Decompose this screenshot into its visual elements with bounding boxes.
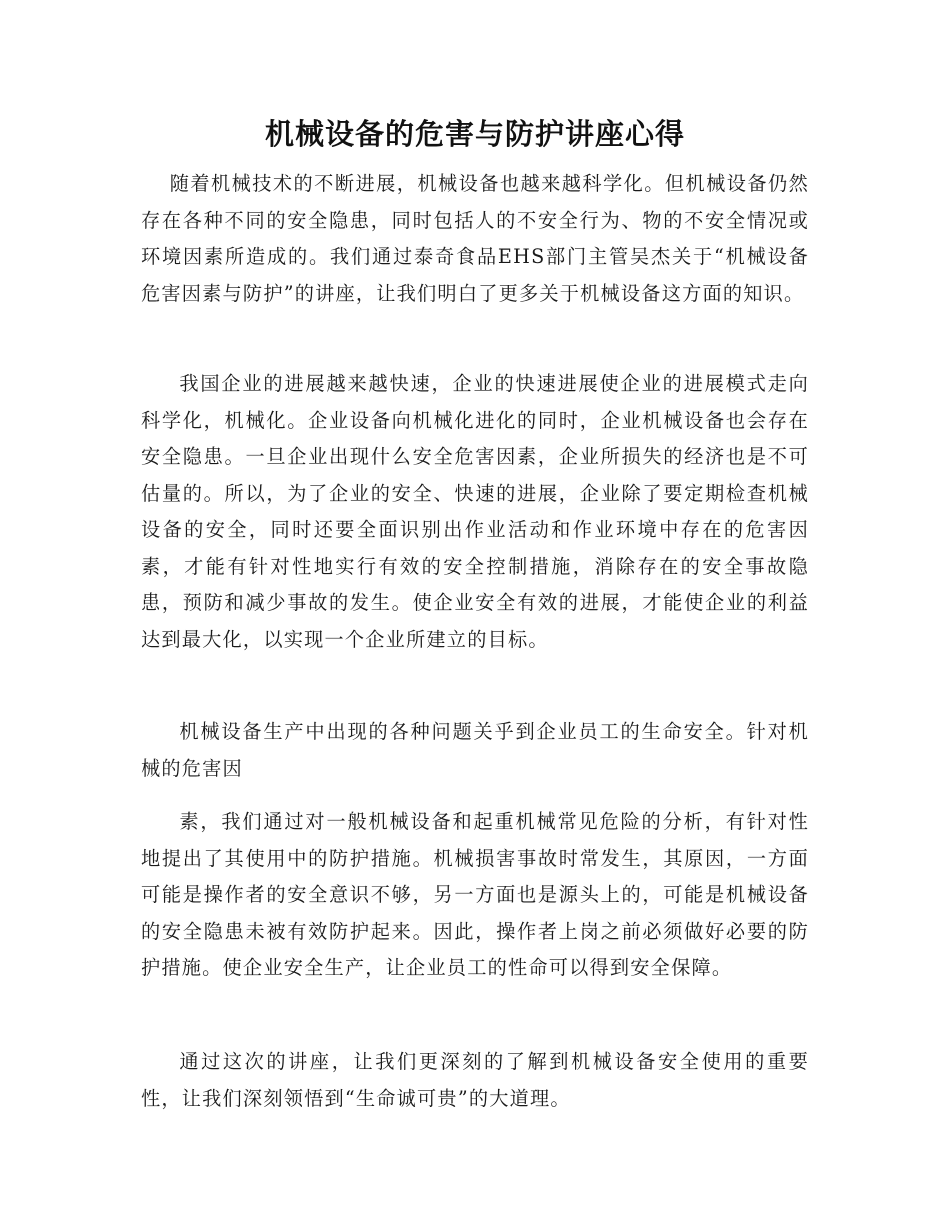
document-title: 机械设备的危害与防护讲座心得	[264, 117, 685, 151]
paragraph-2: 我国企业的进展越来越快速，企业的快速进展使企业的进展模式走向科学化，机械化。企业设备向机械化进化的同时，企业机械设备也会存在安全隐患。一旦企业出现什么安全危害因素，企业所损失的经济也是不可估量的。所以，为了企业的安全、快速的进展，企业除了要定期检查机械设备的安全，同时还要全面识别出作业活动和作业环境中存在的危害因素，才能有针对性地实行有效的安全控制措施，消除存在的安全事故隐患，预防和减少事故的发生。使企业安全有效的进展，才能使企业的利益达到最大化，以实现一个企业所建立的目标。	[141, 372, 809, 651]
paragraph-3: 机械设备生产中出现的各种问题关乎到企业员工的生命安全。针对机械的危害因	[141, 720, 809, 780]
paragraph-5: 通过这次的讲座，让我们更深刻的了解到机械设备安全使用的重要性，让我们深刻领悟到“生命诚可贵”的大道理。	[141, 1050, 809, 1110]
paragraph-4: 素，我们通过对一般机械设备和起重机械常见危险的分析，有针对性地提出了其使用中的防护措施。机械损害事故时常发生，其原因，一方面可能是操作者的安全意识不够，另一方面也是源头上的，可能是机械设备的安全隐患未被有效防护起来。因此，操作者上岗之前必须做好必要的防护措施。使企业安全生产，让企业员工的性命可以得到安全保障。	[141, 810, 809, 979]
paragraph-1: 随着机械技术的不断进展，机械设备也越来越科学化。但机械设备仍然存在各种不同的安全隐患，同时包括人的不安全行为、物的不安全情况或环境因素所造成的。我们通过泰奇食品EHS部门主管吴杰关于“机械设备危害因素与防护”的讲座，让我们明白了更多关于机械设备这方面的知识。	[141, 172, 809, 305]
